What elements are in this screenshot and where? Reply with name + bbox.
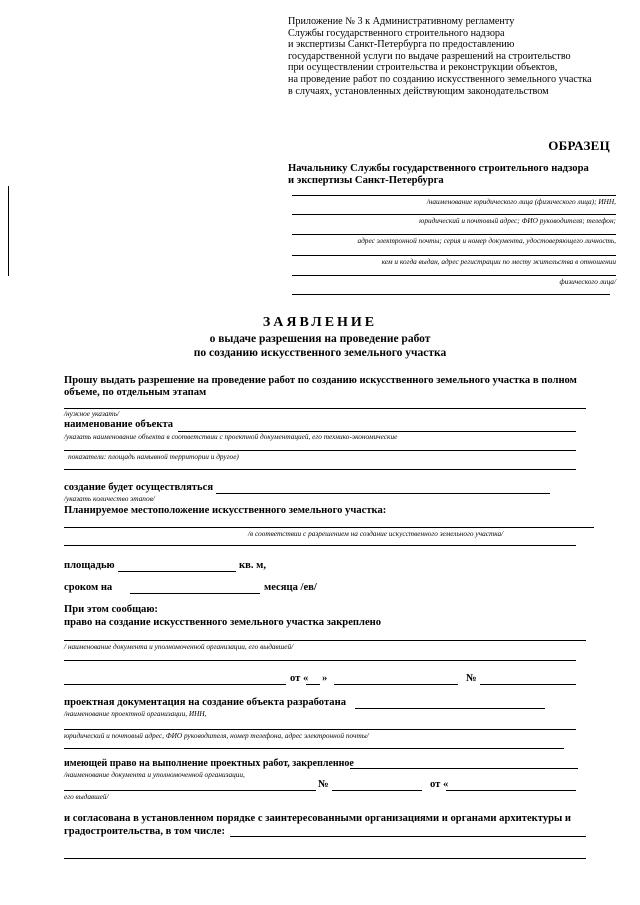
term-field[interactable] <box>130 593 260 594</box>
area-unit: кв. м, <box>239 560 266 571</box>
doc-org-caption: / наименование документа и уполномоченной организации, его выдавшей/ <box>64 642 294 651</box>
number-field[interactable] <box>480 684 576 685</box>
location-field[interactable] <box>64 545 576 546</box>
request-text: Прошу выдать разрешение на проведение работ по созданию искусственного земельного участка в полном <box>64 375 577 386</box>
right-works-label: имеющей право на выполнение проектных работ, закрепленное <box>64 758 354 769</box>
appendix-line: и экспертизы Санкт-Петербурга по предоставлению <box>288 39 515 51</box>
appendix-line: на проведение работ по созданию искусственного земельного участка <box>288 73 592 85</box>
addressee-line: и экспертизы Санкт-Петербурга <box>288 175 444 186</box>
quote-close: » <box>322 673 328 684</box>
agreed-text: и согласована в установленном порядке с заинтересованными организациями и органами архитектуры и <box>64 813 572 824</box>
number2-field[interactable] <box>332 790 422 791</box>
applicant-line[interactable] <box>292 255 616 256</box>
term-unit: месяца /ев/ <box>264 582 317 593</box>
appendix-line: при осуществлении строительства и реконструкции объектов, <box>288 62 558 74</box>
area-field[interactable] <box>118 571 236 572</box>
term-label: сроком на <box>64 582 113 593</box>
applicant-caption: /наименование юридического лица (физического лица); ИНН, <box>426 197 616 206</box>
applicant-caption: адрес электронной почты; серия и номер документа, удостоверяющего личность, <box>357 236 616 245</box>
right-secured-field[interactable] <box>64 660 576 661</box>
number2-label: № <box>318 779 329 790</box>
design-org-caption: /наименование проектной организации, ИНН, <box>64 709 207 718</box>
agreed-field[interactable] <box>230 836 586 837</box>
date2-field[interactable] <box>446 790 576 791</box>
request-line[interactable] <box>64 408 586 409</box>
design-docs-field[interactable] <box>64 729 576 730</box>
right-secured-field[interactable] <box>64 640 586 641</box>
applicant-line[interactable] <box>292 275 616 276</box>
right-doc-field[interactable] <box>64 684 286 685</box>
design-org-caption2: юридический и почтовый адрес, ФИО руководителя, номер телефона, адрес электронной почты/ <box>64 731 369 740</box>
report-label: При этом сообщаю: <box>64 604 158 615</box>
document-title: ЗАЯВЛЕНИЕ <box>262 315 378 330</box>
appendix-line: Приложение № 3 к Административному регламенту <box>288 16 515 27</box>
object-indicators-caption: показатели: площадь намывной территории и другое) <box>68 452 239 461</box>
object-name-caption: /указать наименование объекта в соответствии с проектной документацией, его технико-экономические <box>64 432 398 441</box>
right-secured-label: право на создание искусственного земельного участка закреплено <box>64 617 382 628</box>
stages-caption: /указать количество этапов/ <box>64 494 155 503</box>
sample-label: ОБРАЗЕЦ <box>548 138 610 153</box>
agreed-field[interactable] <box>64 858 586 859</box>
location-label: Планируемое местоположение искусственного земельного участка: <box>64 505 387 516</box>
addressee <box>288 163 589 187</box>
design-docs-field[interactable] <box>64 748 564 749</box>
applicant-caption: физического лица/ <box>559 277 616 286</box>
request-text: объеме, по отдельным этапам <box>64 387 207 398</box>
applicant-line[interactable] <box>292 214 616 215</box>
location-caption: /в соответствии с разрешением на создание искусственного земельного участка/ <box>248 529 504 538</box>
applicant-line[interactable] <box>292 234 616 235</box>
agreed-text: градостроительства, в том числе: <box>64 826 226 837</box>
from2-label: от « <box>430 779 449 790</box>
appendix-line: государственной услуги по выдаче разрешений на строительство <box>288 50 571 62</box>
creation-label: создание будет осуществляться <box>64 482 214 493</box>
appendix-note <box>288 16 592 97</box>
addressee-line: Начальнику Службы государственного строительного надзора <box>288 163 589 174</box>
number-label: № <box>466 673 477 684</box>
date-field[interactable] <box>334 684 458 685</box>
design-docs-field[interactable] <box>355 708 545 709</box>
issued-by-caption: его выдавшей/ <box>64 792 109 801</box>
document-subtitle: по созданию искусственного земельного участка <box>193 347 447 359</box>
from-label: от « <box>290 673 309 684</box>
applicant-line[interactable] <box>292 195 616 196</box>
appendix-line: Службы государственного строительного надзора <box>288 27 505 39</box>
applicant-line[interactable] <box>292 294 610 295</box>
appendix-line: в случаях, установленных действующим законодательством <box>288 85 549 97</box>
applicant-caption: кем и когда выдан, адрес регистрации по месту жительства в отношении <box>381 257 616 266</box>
location-field[interactable] <box>64 527 594 528</box>
area-label: площадью <box>64 560 115 571</box>
right-works-field[interactable] <box>350 768 578 769</box>
doc-org2-caption: /наименование документа и уполномоченной организации, <box>64 770 245 779</box>
right-works-doc-field[interactable] <box>64 790 316 791</box>
creation-field[interactable] <box>216 493 550 494</box>
object-name-label: наименование объекта <box>64 419 174 430</box>
object-name-field[interactable] <box>64 450 576 451</box>
needed-caption: /нужное указать/ <box>64 409 120 418</box>
day-field[interactable] <box>306 684 320 685</box>
document-subtitle: о выдаче разрешения на проведение работ <box>209 333 431 345</box>
margin-line <box>8 186 9 276</box>
design-docs-label: проектная документация на создание объекта разработана <box>64 697 346 708</box>
object-name-field[interactable] <box>64 469 576 470</box>
applicant-caption: юридический и почтовый адрес; ФИО руководителя; телефон; <box>419 216 616 225</box>
